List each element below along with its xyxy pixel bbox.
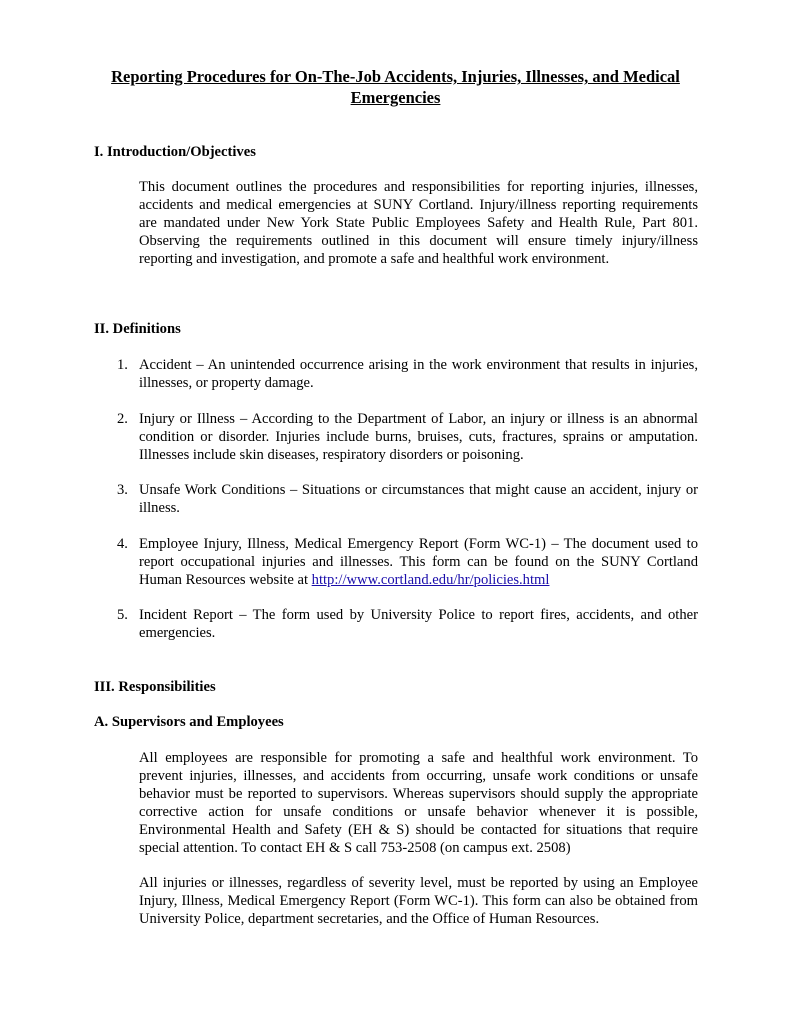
list-number: 5. [117,607,128,623]
responsibilities-paragraph-1: All employees are responsible for promoting a safe and healthful work environment. To prevent injuries, illnesses, and accidents from occurring, unsafe work conditions or unsafe behavior must be reported to supervisors. Whereas supervisors should supply the appropriate corrective action for unsafe conditions or unsafe behavior whenever it is possible, Environmental Health and Safety (EH & S) should be contacted for situations that require special attention. To contact EH & S call 753-2508 (on campus ext. 2508) [139,750,698,856]
document-title: Reporting Procedures for On-The-Job Accidents, Injuries, Illnesses, and Medical Emergencies [111,67,680,107]
section-heading-responsibilities: III. Responsibilities [94,679,216,695]
definition-text: Injury or Illness – According to the Department of Labor, an injury or illness is an abnormal condition or disorder. Injuries include burns, bruises, cuts, fractures, sprains or amputation. Illnesses include skin diseases, respiratory disorders or poisoning. [139,411,698,463]
definition-text: Accident – An unintended occurrence arising in the work environment that results in injuries, illnesses, or property damage. [139,357,698,391]
list-number: 4. [117,536,128,552]
responsibilities-paragraph-2: All injuries or illnesses, regardless of severity level, must be reported by using an Employee Injury, Illness, Medical Emergency Report (Form WC-1). This form can also be obtained from University Police, department secretaries, and the Office of Human Resources. [139,875,698,927]
subsection-heading-supervisors: A. Supervisors and Employees [94,714,284,730]
list-number: 3. [117,482,128,498]
definition-text: Incident Report – The form used by University Police to report fires, accidents, and other emergencies. [139,607,698,641]
list-number: 2. [117,411,128,427]
section-heading-definitions: II. Definitions [94,321,181,337]
section-heading-introduction: I. Introduction/Objectives [94,144,256,160]
definition-text [139,535,698,589]
hr-policies-link[interactable]: http://www.cortland.edu/hr/policies.html [311,572,550,588]
introduction-paragraph: This document outlines the procedures and responsibilities for reporting injuries, illnesses, accidents and medical emergencies at SUNY Cortland. Injury/illness reporting requirements are mandated under New York State Public Employees Safety and Health Rule, Part 801. Observing the requirements outlined in this document will ensure timely injury/illness reporting and investigation, and promote a safe and healthful work environment. [139,179,698,267]
definition-text: Unsafe Work Conditions – Situations or circumstances that might cause an accident, injury or illness. [139,482,698,516]
list-number: 1. [117,357,128,373]
definition-text-body: Employee Injury, Illness, Medical Emergency Report (Form WC-1) – The document used to report occupational injuries and illnesses. This form can be found on the SUNY Cortland Human Resources website at [139,536,698,588]
